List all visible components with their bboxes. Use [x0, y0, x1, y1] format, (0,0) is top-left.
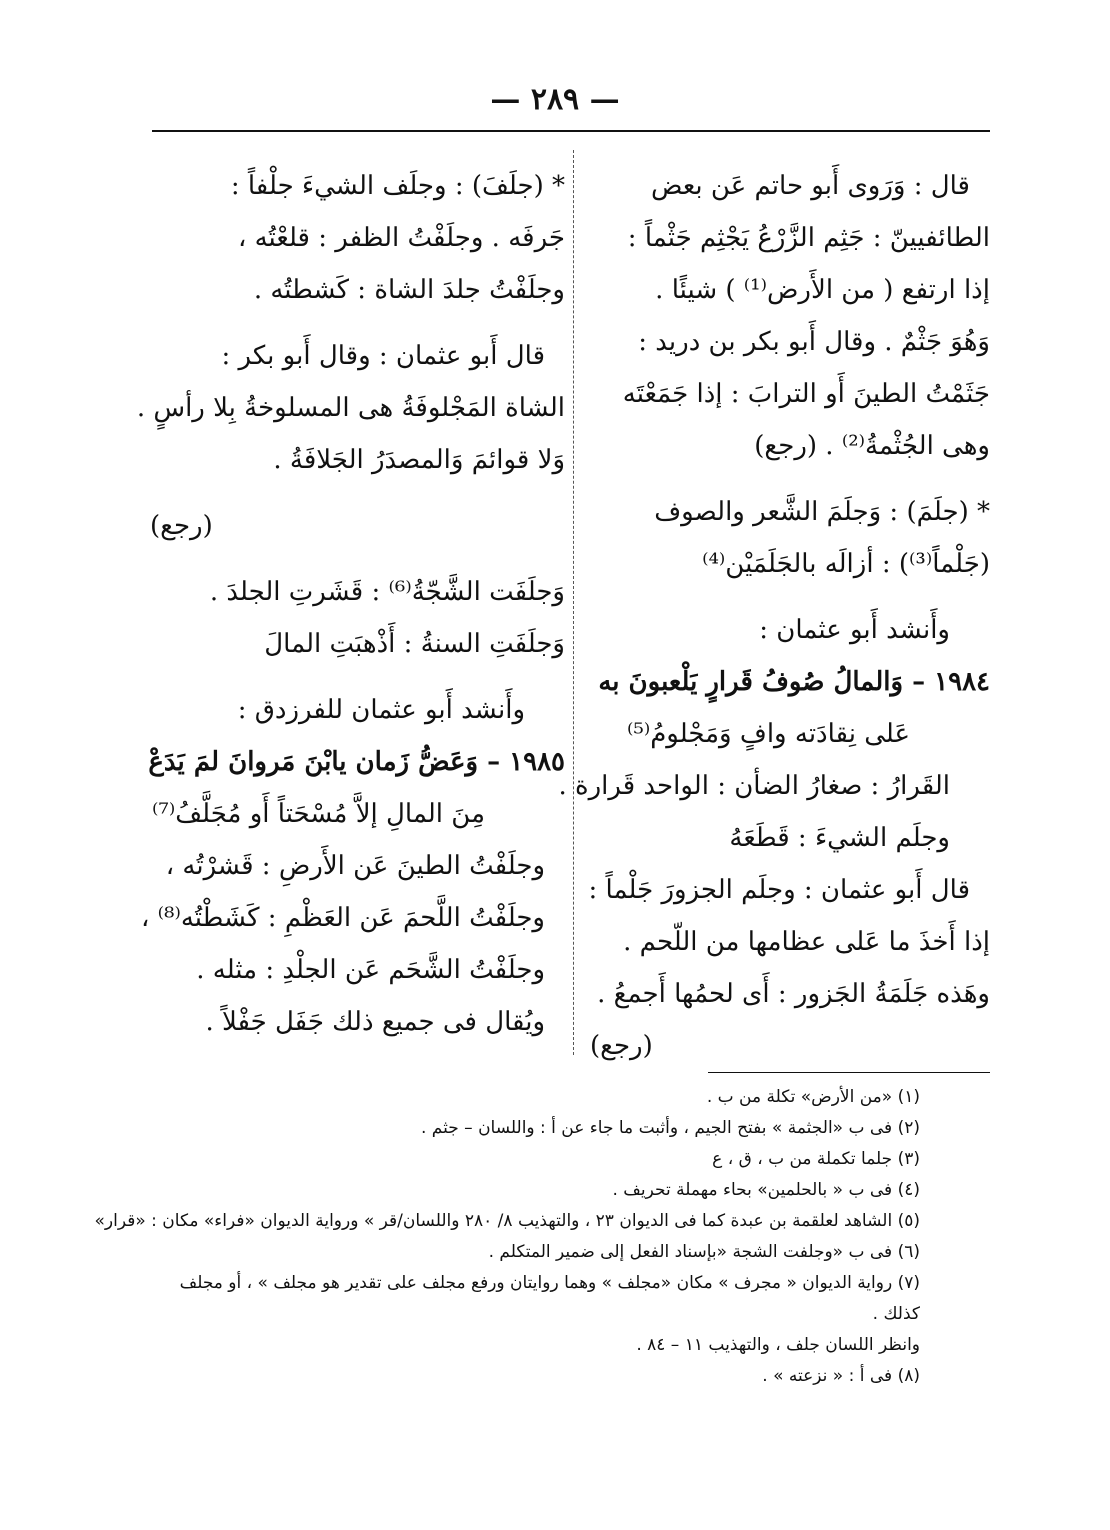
footnotes [94, 1082, 990, 1392]
footnote: (٧) رواية الديوان « مجرف » مكان «مجلف » وهما روايتان ورفع مجلف على تقدير هو مجلف » ، أو مجلف [179, 1273, 920, 1293]
right-column-line: قال أَبو عثمان : وجلَم الجزورَ جَلْماً : [588, 875, 970, 905]
header-rule [152, 130, 990, 132]
right-column-line: (جَلْماً⁽³⁾) : أزالَه بالجَلَمَيْن⁽⁴⁾ [702, 549, 990, 579]
right-column-line: إذا ارتفع ( من الأَرض⁽¹⁾ ) شيئًا . [655, 275, 990, 305]
right-column-line: وجلَم الشيءَ : قَطَعَهُ [729, 823, 950, 853]
right-column-line: إذا أَخذَ ما عَلى عظامها من اللّحم . [623, 927, 990, 957]
left-column-line: الشاة المَجْلوفَةُ هى المسلوخةُ بِلا رأسٍ . [136, 393, 565, 423]
right-column-line: (رجع) [590, 1031, 653, 1061]
right-column-line: جَثَمْتُ الطينَ أَو الترابَ : إذا جَمَعْتَه [622, 379, 990, 409]
right-column-line: الطائفيينّ : جَثِم الزَّرْعُ يَجْثِم جَثْماً : [627, 223, 990, 253]
right-column-line: وأَنشد أَبو عثمان : [759, 615, 950, 645]
footnote: (٥) الشاهد لعلقمة بن عبدة كما فى الديوان ٢٣ ، والتهذيب ٨/ ٢٨٠ واللسان/قر » ورواية الديوان «فراء» مكان : «قرار» [94, 1211, 920, 1231]
right-column-line: وهَذه جَلَمَةُ الجَزور : أَى لحمُها أَجمعُ . [597, 979, 990, 1009]
left-column-line: وَلا قوائمَ وَالمصدَرُ الجَلافَةُ . [273, 445, 565, 475]
footnote: (٢) فى ب «الجثمة » بفتح الجيم ، وأثبت ما جاء عن أ : واللسان – جثم . [421, 1118, 920, 1138]
right-column-line: وَهُوَ جَثْمٌ . وقال أَبو بكر بن دريد : [638, 327, 990, 357]
left-column-line: وجلَفْتُ جلدَ الشاة : كَشطتُه . [253, 275, 565, 305]
left-column-line: مِنَ المالِ إلاَّ مُسْحَتاً أَو مُجَلَّفُ⁽⁷⁾ [152, 799, 485, 829]
column-divider [573, 150, 574, 1055]
left-column-line: وَجلَفَت الشَّجّةُ⁽⁶⁾ : قَشَرتِ الجلدَ . [209, 577, 565, 607]
right-column-line: عَلى نِقادَته وافٍ وَمَجْلومُ⁽⁵⁾ [627, 719, 910, 749]
left-column-line: وجلَفْتُ اللَّحمَ عَن العَظْمِ : كَشَطْتُه⁽⁸⁾ ، [140, 903, 545, 933]
left-column-line: جَرفَه . وجلَفْتُ الظفر : قلعْتُه ، [237, 223, 565, 253]
footnote: (٣) جلما تكملة من ب ، ق ، ع [712, 1149, 920, 1169]
left-column-line: (رجع) [150, 511, 213, 541]
footnote: (٦) فى ب «وجلفت الشجة «بإسناد الفعل إلى ضمير المتكلم . [488, 1242, 920, 1262]
footnote: وانظر اللسان جلف ، والتهذيب ١١ – ٨٤ . [636, 1335, 920, 1355]
footnote: (١) «من الأرض» تكلة من ب . [706, 1087, 920, 1107]
left-column-line: وجلَفْتُ الطينَ عَن الأَرضِ : قَشرْتُه ، [165, 851, 545, 881]
right-column-line: القَرارُ : صغارُ الضأن : الواحد قَرارة . [558, 771, 950, 801]
right-column-line: ١٩٨٤ – وَالمالُ صُوفُ قَرارٍ يَلْعبونَ به [598, 667, 990, 697]
left-column-line: وجلَفْتُ الشَّحَم عَن الجلْدِ : مثله . [196, 955, 545, 985]
left-column-line: * (جلَفَ) : وجلَف الشيءَ جلْفاً : [230, 171, 565, 201]
footnote: كذلك . [872, 1304, 920, 1324]
left-column [136, 160, 565, 1048]
footnote-rule [708, 1072, 990, 1073]
footnote: (٤) فى ب « بالحلمين» بحاء مهملة تحريف . [612, 1180, 920, 1200]
right-column [558, 160, 990, 1072]
right-column-line: قال : وَرَوى أَبو حاتم عَن بعض [651, 171, 970, 201]
left-column-line: قال أَبو عثمان : وقال أَبو بكر : [221, 341, 545, 371]
left-column-line: ويُقال فى جميع ذلك جَفَل جَفْلاً . [205, 1007, 545, 1037]
right-column-line: وهى الجُثْمةُ⁽²⁾ . (رجع) [754, 431, 990, 461]
footnote: (٨) فى أ : « نزعته » . [762, 1366, 920, 1386]
right-column-line: * (جلَمَ) : وَجلَمَ الشَّعر والصوف [654, 497, 990, 527]
page-number: — ٢٨٩ — [490, 82, 620, 117]
left-column-line: وأَنشد أَبو عثمان للفرزدق : [237, 695, 525, 725]
left-column-line: وَجلَفَتِ السنةُ : أَذْهبَتِ المالَ [264, 629, 565, 659]
left-column-line: ١٩٨٥ – وَعَضُّ زَمان يابْنَ مَروانَ لمَ يَدَعْ [148, 747, 565, 777]
